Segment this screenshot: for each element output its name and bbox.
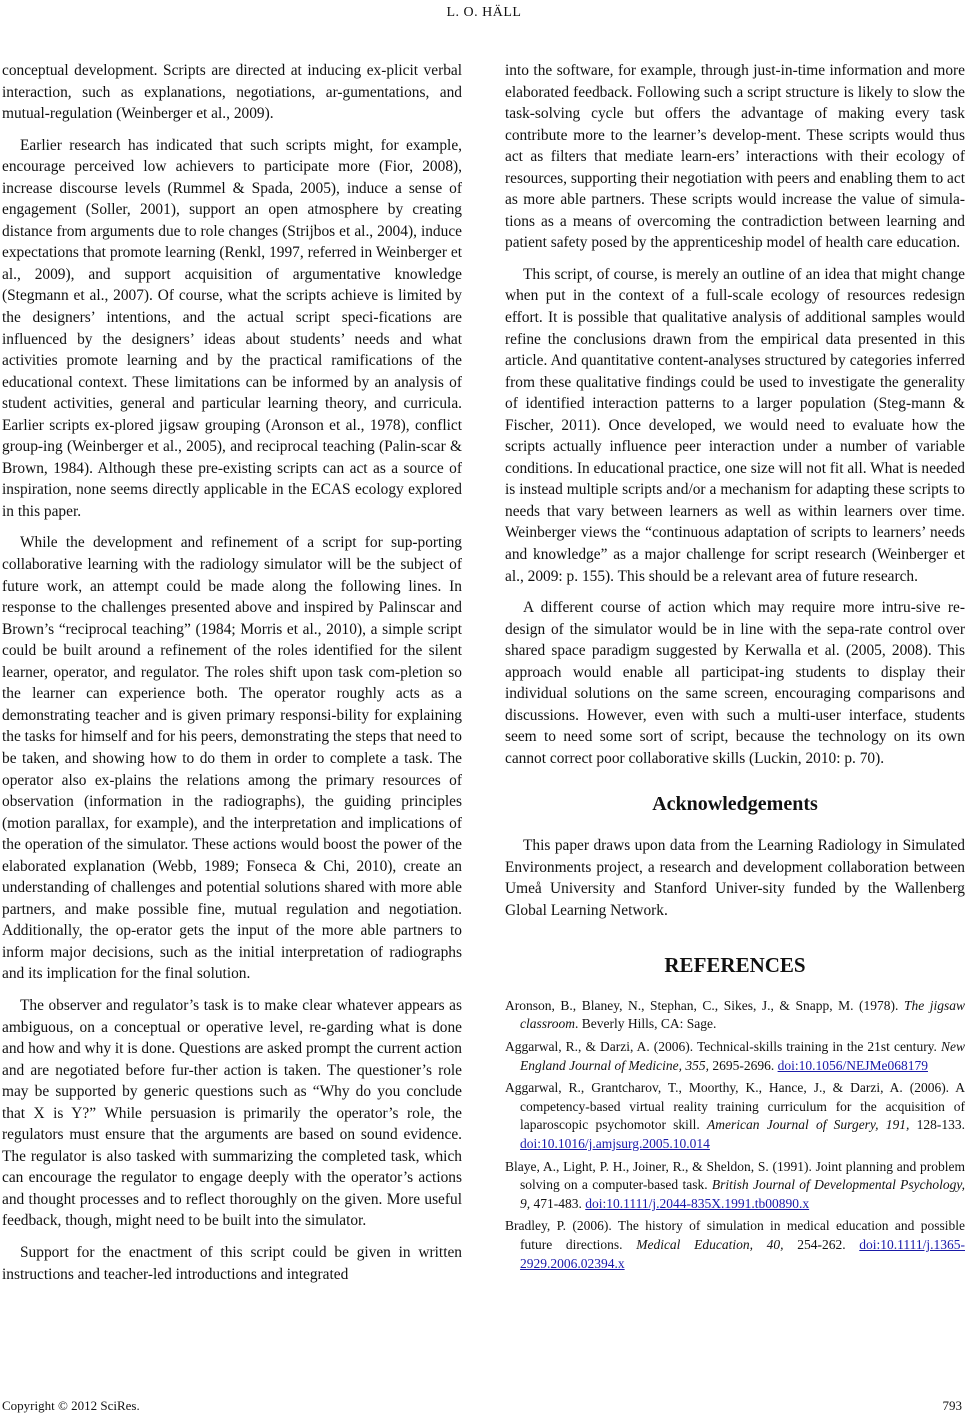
body-paragraph: Earlier research has indicated that such scripts might, for example, encourage perceived low achievers to participate more (Fior, 2008), increase discourse levels (Rummel & Spada, 2005), induce a sense of engagement (Soller, 2001), support an open atmosphere by creating distance from arguments due to role changes (Strijbos et al., 2004), induce expectations that promote learning (Renkl, 1997, referred in Weinberger et al., 2009), and support acquisition of argumentative knowledge (Stegmann et al., 2007). Of course, what the scripts achieve is limited by the designers’ intentions, and the actual script speci-fications are influenced by the designers’ ideas about students’ needs and what activities promote learning and by the practical ramifications of the educational context. These limitations can be informed by an analysis of student activities, general and particular learning theory, and curricula. Earlier scripts ex-plored jigsaw grouping (Aronson et al., 1978), conflict group-ing (Weinberger et al., 2005), and reciprocal teaching (Palin-scar & Brown, 1984). Although these pre-existing scripts can act as a source of inspiration, none seems directly applicable in the ECAS ecology explored in this paper.: [2, 136, 462, 520]
reference-journal: New England Journal of Medicine, 355,: [520, 1038, 965, 1073]
reference-authors: Bradley, P. (2006). The history of simulation in medical education and possible future directions.: [505, 1218, 965, 1252]
doi-link[interactable]: doi:10.1056/NEJMe068179: [777, 1057, 928, 1073]
reference-list: [505, 997, 965, 1273]
doi-link[interactable]: doi:10.1111/j.1365-2929.2006.02394.x: [520, 1236, 965, 1271]
body-paragraph: The observer and regulator’s task is to make clear whatever appears as ambiguous, on a conceptual or operative level, re-garding what is done and how and why it is done. Questions are asked prompt the current action and are negotiated before fur-ther action is taken. The questioner’s role may be supported by generic questions such as “Why do you conclude that X is Y?” While persuasion is primarily the operator’s role, the regulators must ensure that the arguments are based on sound evidence. The regulator is also tasked with summarizing the completed task, which can encourage the regulator to engage deeply with the operator’s actions and thought processes and to reflect thoroughly on the given. More useful feedback, though, might need to be built into the simulator.: [2, 996, 462, 1230]
references-heading: REFERENCES: [664, 953, 806, 978]
running-head: L. O. HÄLL: [446, 5, 522, 20]
reference-entry: [505, 997, 965, 1034]
reference-details: 128-133.: [909, 1117, 966, 1133]
reference-details: 471-483.: [530, 1195, 586, 1211]
reference-entry: [505, 1158, 965, 1214]
page-number: 793: [942, 1398, 962, 1413]
reference-details: 2695-2696.: [708, 1057, 778, 1073]
body-paragraph: While the development and refinement of a script for sup-porting collaborative learning with the radiology simulator will be the subject of future work, an attempt could be made along the following lines. In response to the challenges presented above and inspired by Palinscar and Brown’s “reciprocal teaching” (1984; Morris et al., 2010), a simple script could be built around a refinement of the roles identified for the silent learner, operator, and regulator. The roles shift upon task com-pletion so the learner can experience both. The operator roughly acts as a demonstrating teacher and is given primary responsi-bility for explaining the tasks for himself and for his peers, demonstrating the steps that need to be taken, and showing how to do them in order to complete a task. The operator also ex-plains the relations among the primary resources of observation (information in the radiographs), the guiding principles (motion parallax, for example), and the interpretation and implications of the operation of the simulator. These actions would boost the power of the elaborated explanation (Webb, 1989; Fonseca & Chi, 2010), create an understanding of challenges and potential solutions shared with more able partners, and make possible fine, mutual regulation and negotiation. Additionally, the op-erator gets the input of the more able partners to inform major decisions, such as the initial interpretation of radiographs and its implication for the final solution.: [2, 534, 462, 983]
body-paragraph: A different course of action which may require more intru-sive re-design of the simulator would be in line with the sepa-rate control over shared space paradigm suggested by Kerwalla et al. (2005, 2008). This approach would enable all participat-ing students to display their individual solutions on the same screen, encouraging comparisons and discussions. However, even with such a multi-user interface, students seem to need some sort of script, because the technology on its own cannot correct poor collaborative skills (Luckin, 2010: p. 70).: [505, 599, 965, 767]
reference-details: 254-262.: [783, 1236, 860, 1252]
right-column: [505, 60, 965, 1277]
body-paragraph: Support for the enactment of this script could be given in written instructions and teacher-led introductions and integrated: [2, 1243, 462, 1283]
acknowledgements-heading: Acknowledgements: [652, 792, 818, 815]
reference-authors: Blaye, A., Light, P. H., Joiner, R., & Sheldon, S. (1991). Joint planning and problem solving on a computer-based task.: [505, 1158, 965, 1193]
reference-journal: American Journal of Surgery, 191,: [707, 1117, 910, 1133]
reference-journal: Medical Education, 40,: [636, 1236, 784, 1252]
reference-entry: [505, 1217, 965, 1273]
reference-details: . Beverly Hills, CA: Sage.: [575, 1016, 717, 1032]
left-column: [2, 60, 462, 1295]
reference-entry: [505, 1079, 965, 1153]
reference-journal: British Journal of Developmental Psychology, 9,: [520, 1177, 966, 1211]
doi-link[interactable]: doi:10.1111/j.2044-835X.1991.tb00890.x: [585, 1195, 810, 1211]
reference-authors: Aggarwal, R., & Darzi, A. (2006). Technical-skills training in the 21st century.: [505, 1038, 941, 1054]
body-paragraph: This script, of course, is merely an outline of an idea that might change when put in the context of a full-scale ecology of resources redesign effort. It is possible that qualitative analysis of additional samples would refine the conclusions drawn from the empirical data presented in this article. And quantitative content-analyses structured by categories inferred from these qualitative findings could be used to investigate the generality of identified interaction patterns to a larger population (Steg-mann & Fischer, 2011). Once developed, we would need to evaluate how the scripts actually influence peer interaction under a number of variable conditions. In educational practice, one size will not fit all. What is needed is instead multiple scripts and/or a mechanism for adapting these scripts to needs that vary between learners as well as within learners over time. Weinberger views the “continuous adaptation of scripts to learners’ needs and knowledge” as a major challenge for script research (Weinberger et al., 2009: p. 155). This should be a relevant area of future research.: [505, 265, 966, 585]
acknowledgements-text: This paper draws upon data from the Learning Radiology in Simulated Environments project, a research and development collaboration between Umeå University and Stanford Univer-sity funded by the Wallenberg Global Learning Network.: [505, 837, 965, 919]
body-paragraph: into the software, for example, through just-in-time information and more elaborated feedback. Following such a script structure is likely to slow the task-solving cycle but offers the advantage of making every task contribute more to the learner’s develop-ment. These scripts would thus act as filters that mediate learn-ers’ interactions with their ecology of resources, supporting their negotiation with peers and enabling them to act as more able partners. These scripts would increase the value of simula-tions as a means of overcoming the contradiction between learning and patient safety posed by the apprenticeship model of health care education.: [505, 62, 965, 252]
copyright-notice: Copyright © 2012 SciRes.: [2, 1398, 140, 1413]
reference-entry: [505, 1038, 965, 1075]
reference-authors: Aggarwal, R., Grantcharov, T., Moorthy, K., Hance, J., & Darzi, A. (2006). A competency-based virtual reality training curriculum for the acquisition of laparoscopic psychomotor skill.: [505, 1080, 965, 1133]
doi-link[interactable]: doi:10.1016/j.amjsurg.2005.10.014: [520, 1135, 710, 1151]
body-paragraph: conceptual development. Scripts are directed at inducing ex-plicit verbal interaction, such as explanations, negotiations, ar-gumentations, and mutual-regulation (Weinberger et al., 2009).: [2, 62, 462, 123]
reference-title: The jigsaw classroom: [520, 997, 965, 1032]
reference-authors: Aronson, B., Blaney, N., Stephan, C., Sikes, J., & Snapp, M. (1978).: [505, 997, 904, 1013]
